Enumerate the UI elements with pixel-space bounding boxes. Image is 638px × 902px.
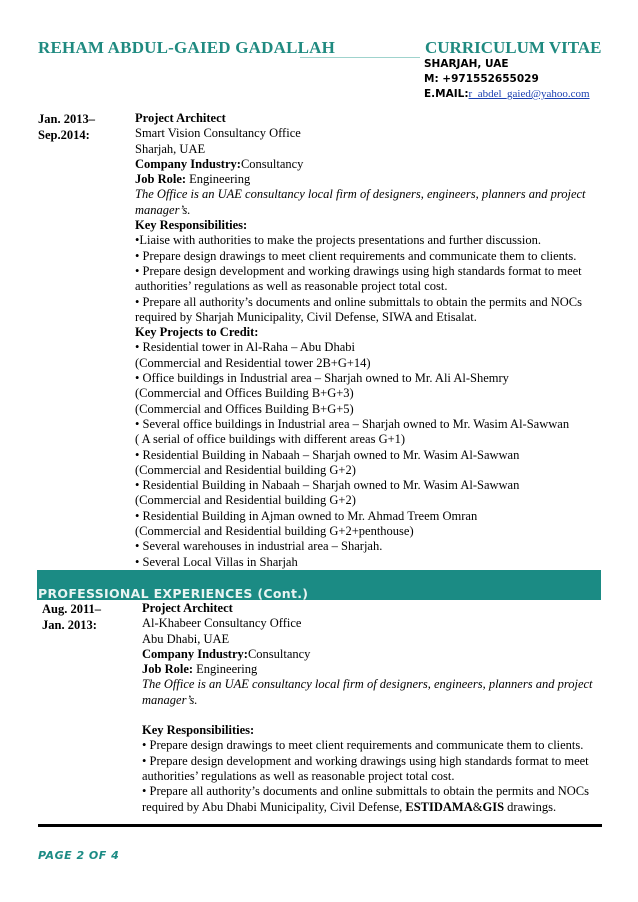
job1-role-value: Engineering	[186, 172, 251, 187]
job2-resp-line: • Prepare design drawings to meet client requirements and communicate them to clients.	[142, 738, 584, 753]
email-line	[424, 87, 590, 102]
document-title: CURRICULUM VITAE	[425, 38, 602, 57]
job2-resp-last-bold2: GIS	[482, 799, 505, 814]
job1-role	[135, 172, 586, 187]
job2-date-from: Aug. 2011–	[42, 602, 102, 616]
job1-projects-heading: Key Projects to Credit:	[135, 325, 259, 340]
job1-project-line: • Residential tower in Al-Raha – Abu Dhabi	[135, 340, 355, 355]
job2-resp-last-bold: ESTIDAMA	[405, 799, 473, 814]
job2-description-1: The Office is an UAE consultancy local firm of designers, engineers, planners and project	[142, 677, 593, 692]
job2-industry-label: Company Industry:	[142, 646, 248, 661]
job1-project-line: (Commercial and Residential building G+2+penthouse)	[135, 524, 414, 539]
job1-date-from: Jan. 2013–	[38, 112, 95, 126]
email-label: E.MAIL:	[424, 88, 469, 100]
job1-industry-label: Company Industry:	[135, 156, 241, 171]
phone-text: M: +971552655029	[424, 73, 539, 85]
job2-responsibilities-heading: Key Responsibilities:	[142, 723, 255, 738]
job1-resp-line: • Prepare design drawings to meet client requirements and communicate them to clients.	[135, 248, 577, 263]
section-title: PROFESSIONAL EXPERIENCES (Cont.)	[38, 586, 309, 601]
job1-project-line: (Commercial and Residential building G+2)	[135, 462, 356, 477]
job2-resp-last-line	[142, 800, 593, 815]
job2-resp-last-suffix: drawings.	[504, 799, 557, 814]
job2-resp-line: authorities’ regulations as well as reasonable project total cost.	[142, 768, 455, 783]
job2-resp-line: • Prepare all authority’s documents and online submittals to obtain the permits and NOCs	[142, 784, 590, 799]
job1-project-line: • Several warehouses in industrial area – Sharjah.	[135, 539, 383, 554]
job2-resp-line: • Prepare design development and working drawings using high standards format to meet	[142, 753, 589, 768]
job1-project-line: (Commercial and Residential tower 2B+G+14)	[135, 355, 371, 370]
job2-resp-last-prefix: required by Abu Dhabi Municipality, Civil Defense,	[142, 799, 406, 814]
job1-description-2: manager’s.	[135, 202, 191, 217]
job1-project-line: • Office buildings in Industrial area – Sharjah owned to Mr. Ali Al-Shemry	[135, 371, 509, 386]
job2-industry	[142, 647, 593, 662]
job2-date-to: Jan. 2013:	[42, 618, 97, 632]
job1-project-line: • Residential Building in Ajman owned to Mr. Ahmad Treem Omran	[135, 508, 478, 523]
job2-role-value: Engineering	[193, 662, 258, 677]
job2-position: Project Architect	[142, 601, 233, 615]
job2-resp-last-amp: &	[472, 799, 483, 814]
job1-project-line: • Residential Building in Nabaah – Sharjah owned to Mr. Wasim Al-Sawwan	[135, 478, 520, 493]
header-divider	[300, 57, 420, 58]
page-number: PAGE 2 OF 4	[38, 849, 120, 862]
job1-role-label: Job Role:	[135, 172, 187, 187]
job2-entry	[142, 601, 593, 815]
job2-description-2: manager’s.	[142, 692, 198, 707]
job1-project-line: (Commercial and Offices Building B+G+5)	[135, 401, 354, 416]
job1-resp-line: • Prepare all authority’s documents and online submittals to obtain the permits and NOCs	[135, 294, 583, 309]
job1-project-line: (Commercial and Residential building G+2)	[135, 493, 356, 508]
job1-entry	[135, 111, 586, 570]
job1-resp-line: •Liaise with authorities to make the projects presentations and further discussion.	[135, 233, 542, 248]
job1-dates	[38, 111, 95, 143]
job1-project-line: • Several Local Villas in Sharjah	[135, 554, 298, 569]
job2-spacer	[142, 708, 593, 723]
job1-project-line: • Residential Building in Nabaah – Sharjah owned to Mr. Wasim Al-Sawwan	[135, 447, 520, 462]
job1-responsibilities-heading: Key Responsibilities:	[135, 218, 248, 233]
job2-dates	[42, 601, 101, 633]
job2-location: Abu Dhabi, UAE	[142, 631, 230, 646]
candidate-name: REHAM ABDUL-GAIED GADALLAH	[38, 38, 336, 57]
job1-company: Smart Vision Consultancy Office	[135, 126, 301, 141]
email-link[interactable]: r_abdel_gaied@yahoo.com	[468, 88, 590, 100]
job1-resp-line: required by Sharjah Municipality, Civil Defense, SIWA and Etisalat.	[135, 309, 477, 324]
job1-project-line: (Commercial and Offices Building B+G+3)	[135, 386, 354, 401]
job1-date-to: Sep.2014:	[38, 128, 90, 142]
location-text: SHARJAH, UAE	[424, 58, 509, 70]
footer-divider	[38, 824, 602, 827]
job2-role-label: Job Role:	[142, 662, 194, 677]
job1-resp-line: authorities’ regulations as well as reasonable project total cost.	[135, 279, 448, 294]
job1-project-line: ( A serial of office buildings with different areas G+1)	[135, 432, 406, 447]
contact-block	[424, 57, 590, 102]
job1-resp-line: • Prepare design development and working drawings using high standards format to meet	[135, 263, 582, 278]
job2-role	[142, 662, 593, 677]
job2-industry-value: Consultancy	[247, 646, 311, 661]
job2-company: Al-Khabeer Consultancy Office	[142, 616, 302, 631]
job1-position: Project Architect	[135, 111, 226, 125]
job1-location: Sharjah, UAE	[135, 141, 206, 156]
job1-industry-value: Consultancy	[240, 156, 304, 171]
job1-project-line: • Several office buildings in Industrial area – Sharjah owned to Mr. Wasim Al-Sawwan	[135, 416, 570, 431]
job1-industry	[135, 157, 586, 172]
job1-description-1: The Office is an UAE consultancy local firm of designers, engineers, planners and project	[135, 187, 586, 202]
